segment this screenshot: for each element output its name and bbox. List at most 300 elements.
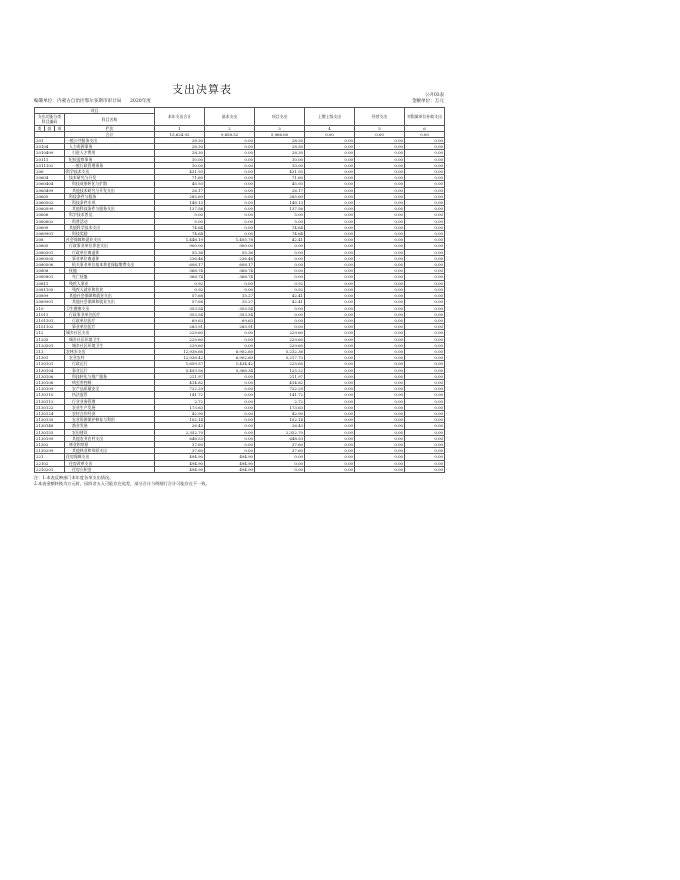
row-business: 0.00 — [355, 218, 405, 224]
row-project: 0.00 — [255, 243, 305, 249]
row-total: 45.93 — [155, 181, 205, 187]
row-sub-subsidy: 0.00 — [405, 324, 445, 330]
row-name: 科技条件专项 — [65, 200, 155, 206]
row-project: 0.00 — [255, 255, 305, 261]
row-name: 卫生健康支出 — [65, 305, 155, 311]
row-code: 2060602 — [35, 218, 65, 224]
sum-label: 合计 — [65, 131, 155, 137]
row-basic: 55.36 — [205, 249, 255, 255]
header-project: 项目 — [35, 108, 155, 114]
row-code: 2130109 — [35, 386, 65, 392]
row-business: 0.00 — [355, 249, 405, 255]
row-total: 12,938.66 — [155, 348, 205, 354]
row-name: 其他农业农村支出 — [65, 435, 155, 441]
row-project: 45.93 — [255, 181, 305, 187]
row-total: 55.36 — [155, 249, 205, 255]
header-sub-subsidy: 对附属单位补助支出 — [405, 108, 445, 126]
row-sub-subsidy: 0.00 — [405, 293, 445, 299]
row-total: 10.00 — [155, 156, 205, 162]
row-name: 农业资源保护修复与利用 — [65, 417, 155, 423]
row-name: 农产品质量安全 — [65, 386, 155, 392]
row-code: 20104 — [35, 144, 65, 150]
row-project: 0.00 — [255, 311, 305, 317]
row-project: 0.00 — [255, 324, 305, 330]
row-basic: 0.00 — [205, 423, 255, 429]
row-business: 0.00 — [355, 200, 405, 206]
row-business: 0.00 — [355, 448, 405, 454]
row-basic: 368.74 — [205, 274, 255, 280]
row-basic: 1,434.42 — [205, 361, 255, 367]
fiscal-year: 2020年度 — [130, 99, 151, 104]
row-name: 住房公积金 — [65, 466, 155, 472]
row-code: 2060499 — [35, 187, 65, 193]
row-code: 2130110 — [35, 392, 65, 398]
row-basic: 0.00 — [205, 429, 255, 435]
row-business: 0.00 — [355, 441, 405, 447]
row-name: 其他林业和草原支出 — [65, 448, 155, 454]
row-code: 20899 — [35, 293, 65, 299]
row-business: 0.00 — [355, 175, 405, 181]
row-business: 0.00 — [355, 423, 405, 429]
row-up-subsidy: 0.00 — [305, 175, 355, 181]
row-basic: 0.00 — [205, 392, 255, 398]
row-project: 125.22 — [255, 367, 305, 373]
row-basic: 0.00 — [205, 286, 255, 292]
row-sub-subsidy: 0.00 — [405, 336, 445, 342]
row-code: 2130122 — [35, 404, 65, 410]
row-up-subsidy: 0.00 — [305, 144, 355, 150]
row-up-subsidy: 0.00 — [305, 317, 355, 323]
row-business: 0.00 — [355, 454, 405, 460]
row-business: 0.00 — [355, 262, 405, 268]
row-business: 0.00 — [355, 150, 405, 156]
row-total: 0.92 — [155, 286, 205, 292]
row-code: 2101102 — [35, 324, 65, 330]
row-basic: 0.00 — [205, 200, 255, 206]
row-basic: 15.27 — [205, 299, 255, 305]
row-name: 行政运行 — [65, 361, 155, 367]
row-basic: 0.00 — [205, 224, 255, 230]
row-up-subsidy: 0.00 — [305, 286, 355, 292]
row-business: 0.00 — [355, 367, 405, 373]
row-business: 0.00 — [355, 299, 405, 305]
row-basic: 0.00 — [205, 162, 255, 168]
row-total: 57.68 — [155, 293, 205, 299]
row-total: 1,448.19 — [155, 237, 205, 243]
row-total: 368.74 — [155, 268, 205, 274]
row-code: 2130148 — [35, 423, 65, 429]
row-up-subsidy: 0.00 — [305, 373, 355, 379]
row-sub-subsidy: 0.00 — [405, 429, 445, 435]
row-business: 0.00 — [355, 373, 405, 379]
row-project: 285.69 — [255, 193, 305, 199]
row-project: 0.92 — [255, 280, 305, 286]
row-up-subsidy: 0.00 — [305, 441, 355, 447]
row-project: 5.00 — [255, 218, 305, 224]
row-basic: 0.00 — [205, 448, 255, 454]
row-up-subsidy: 0.00 — [305, 262, 355, 268]
row-up-subsidy: 0.00 — [305, 231, 355, 237]
row-basic: 0.00 — [205, 193, 255, 199]
header-row-group — [35, 108, 445, 114]
row-basic: 368.74 — [205, 268, 255, 274]
row-project: 42.41 — [255, 237, 305, 243]
row-project: 0.00 — [255, 305, 305, 311]
row-total: 431.93 — [155, 169, 205, 175]
row-total: 236.46 — [155, 255, 205, 261]
row-up-subsidy: 0.00 — [305, 268, 355, 274]
row-sub-subsidy: 0.00 — [405, 187, 445, 193]
row-sub-subsidy: 0.00 — [405, 268, 445, 274]
row-sub-subsidy: 0.00 — [405, 379, 445, 385]
row-business: 0.00 — [355, 417, 405, 423]
row-up-subsidy: 0.00 — [305, 423, 355, 429]
row-code: 2130135 — [35, 417, 65, 423]
row-up-subsidy: 0.00 — [305, 311, 355, 317]
row-sub-subsidy: 0.00 — [405, 348, 445, 354]
row-project: 37.60 — [255, 448, 305, 454]
row-project: 0.00 — [255, 317, 305, 323]
row-code: 2060404 — [35, 181, 65, 187]
row-up-subsidy: 0.00 — [305, 237, 355, 243]
row-project: 42.41 — [255, 299, 305, 305]
row-code: 210 — [35, 305, 65, 311]
row-project: 10.00 — [255, 162, 305, 168]
row-name: 行政事业单位医疗 — [65, 311, 155, 317]
row-total: 229.60 — [155, 336, 205, 342]
ord-3: 3 — [255, 125, 305, 131]
row-basic: 353.54 — [205, 305, 255, 311]
row-project: 74.64 — [255, 224, 305, 230]
row-name: 行业业务管理 — [65, 398, 155, 404]
row-project: 229.60 — [255, 330, 305, 336]
row-project: 71.60 — [255, 175, 305, 181]
row-up-subsidy: 0.00 — [305, 162, 355, 168]
row-basic: 283.91 — [205, 324, 255, 330]
row-name: 死亡抚恤 — [65, 274, 155, 280]
row-total: 28.30 — [155, 144, 205, 150]
row-up-subsidy: 0.00 — [305, 156, 355, 162]
row-sub-subsidy: 0.00 — [405, 305, 445, 311]
row-basic: 0.00 — [205, 441, 255, 447]
row-basic: 0.00 — [205, 398, 255, 404]
header-name: 科目名称 — [65, 114, 155, 125]
row-basic: 0.00 — [205, 187, 255, 193]
row-project: 28.30 — [255, 138, 305, 144]
row-project: 74.64 — [255, 231, 305, 237]
row-business: 0.00 — [355, 429, 405, 435]
row-total: 2.72 — [155, 398, 205, 404]
row-name: 行政单位离退休 — [65, 249, 155, 255]
row-code: 2069901 — [35, 231, 65, 237]
row-name: 科技成果转化与扩散 — [65, 181, 155, 187]
row-sub-subsidy: 0.00 — [405, 193, 445, 199]
row-project: 5.00 — [255, 212, 305, 218]
row-total: 353.54 — [155, 305, 205, 311]
header-ord-label: 栏次 — [65, 125, 155, 131]
row-sub-subsidy: 0.00 — [405, 243, 445, 249]
row-basic: 6,902.60 — [205, 348, 255, 354]
row-code: 21011 — [35, 311, 65, 317]
row-basic: 494.90 — [205, 460, 255, 466]
row-sub-subsidy: 0.00 — [405, 460, 445, 466]
row-total: 71.60 — [155, 175, 205, 181]
row-business: 0.00 — [355, 324, 405, 330]
row-code: 2130199 — [35, 435, 65, 441]
row-up-subsidy: 0.00 — [305, 361, 355, 367]
header-total: 本年支出合计 — [155, 108, 205, 126]
row-basic: 0.00 — [205, 336, 255, 342]
row-name: 事业单位离退休 — [65, 255, 155, 261]
row-name: 城乡社区支出 — [65, 330, 155, 336]
row-up-subsidy: 0.00 — [305, 274, 355, 280]
row-up-subsidy: 0.00 — [305, 429, 355, 435]
sum-project: 5,966.60 — [255, 131, 305, 137]
table-body — [35, 138, 445, 473]
row-project: 2.72 — [255, 398, 305, 404]
row-code: 2130106 — [35, 373, 65, 379]
row-sub-subsidy: 0.00 — [405, 311, 445, 317]
sum-business: 0.00 — [355, 131, 405, 137]
row-code: 212 — [35, 330, 65, 336]
header-lei: 款 — [45, 125, 55, 131]
row-name: 纪检监察事务 — [65, 156, 155, 162]
row-name: 残疾人事业 — [65, 280, 155, 286]
row-total: 229.60 — [155, 342, 205, 348]
row-code: 21302 — [35, 441, 65, 447]
page-title: 支出决算表 — [172, 83, 232, 96]
row-up-subsidy: 0.00 — [305, 448, 355, 454]
row-total: 102.14 — [155, 417, 205, 423]
row-business: 0.00 — [355, 162, 405, 168]
row-sub-subsidy: 0.00 — [405, 367, 445, 373]
row-project: 5,232.36 — [255, 348, 305, 354]
header-code: 支出功能分类科目编码 — [35, 114, 65, 125]
row-sub-subsidy: 0.00 — [405, 466, 445, 472]
row-code: 2080506 — [35, 262, 65, 268]
row-code: 2130153 — [35, 429, 65, 435]
row-business: 0.00 — [355, 243, 405, 249]
row-business: 0.00 — [355, 193, 405, 199]
row-project: 0.92 — [255, 286, 305, 292]
row-basic: 494.90 — [205, 466, 255, 472]
row-name: 病虫害控制 — [65, 379, 155, 385]
row-business: 0.00 — [355, 255, 405, 261]
row-up-subsidy: 0.00 — [305, 417, 355, 423]
header-basic: 基本支出 — [205, 108, 255, 126]
row-up-subsidy: 0.00 — [305, 324, 355, 330]
row-sub-subsidy: 0.00 — [405, 417, 445, 423]
row-business: 0.00 — [355, 169, 405, 175]
row-business: 0.00 — [355, 361, 405, 367]
row-business: 0.00 — [355, 181, 405, 187]
row-sub-subsidy: 0.00 — [405, 330, 445, 336]
row-total: 648.53 — [155, 435, 205, 441]
row-business: 0.00 — [355, 379, 405, 385]
row-basic: 0.00 — [205, 280, 255, 286]
row-code: 2130104 — [35, 367, 65, 373]
row-name: 一般行政管理事务 — [65, 162, 155, 168]
row-project: 141.72 — [255, 392, 305, 398]
row-up-subsidy: 0.00 — [305, 466, 355, 472]
row-up-subsidy: 0.00 — [305, 392, 355, 398]
row-project: 648.53 — [255, 435, 305, 441]
row-total: 37.60 — [155, 441, 205, 447]
row-up-subsidy: 0.00 — [305, 243, 355, 249]
row-code: 20605 — [35, 193, 65, 199]
row-total: 74.64 — [155, 231, 205, 237]
row-total: 12,938.42 — [155, 355, 205, 361]
row-business: 0.00 — [355, 237, 405, 243]
row-sub-subsidy: 0.00 — [405, 342, 445, 348]
row-basic: 69.63 — [205, 317, 255, 323]
row-code: 2060599 — [35, 206, 65, 212]
row-name: 其他科学技术支出 — [65, 224, 155, 230]
row-business: 0.00 — [355, 187, 405, 193]
row-sub-subsidy: 0.00 — [405, 448, 445, 454]
row-up-subsidy: 0.00 — [305, 460, 355, 466]
row-up-subsidy: 0.00 — [305, 410, 355, 416]
row-project: 2,352.70 — [255, 429, 305, 435]
row-total: 141.72 — [155, 392, 205, 398]
compiler-unit: 编制单位：内蒙古自治区鄂尔多斯市审计局 — [34, 99, 122, 104]
row-sub-subsidy: 0.00 — [405, 144, 445, 150]
row-code: 22102 — [35, 460, 65, 466]
row-total: 37.60 — [155, 448, 205, 454]
row-sub-subsidy: 0.00 — [405, 237, 445, 243]
row-total: 0.92 — [155, 280, 205, 286]
row-business: 0.00 — [355, 212, 405, 218]
row-business: 0.00 — [355, 466, 405, 472]
expenditure-table — [34, 107, 445, 473]
row-total: 5.00 — [155, 212, 205, 218]
row-code: 2210201 — [35, 466, 65, 472]
row-sub-subsidy: 0.00 — [405, 224, 445, 230]
row-sub-subsidy: 0.00 — [405, 404, 445, 410]
row-up-subsidy: 0.00 — [305, 435, 355, 441]
row-up-subsidy: 0.00 — [305, 336, 355, 342]
row-up-subsidy: 0.00 — [305, 404, 355, 410]
row-up-subsidy: 0.00 — [305, 206, 355, 212]
row-sub-subsidy: 0.00 — [405, 299, 445, 305]
row-sub-subsidy: 0.00 — [405, 206, 445, 212]
row-name: 引进人才费用 — [65, 150, 155, 156]
row-name: 行政事业单位养老支出 — [65, 243, 155, 249]
row-name: 城乡社区环境卫生 — [65, 342, 155, 348]
ord-2: 2 — [205, 125, 255, 131]
row-project: 0.00 — [255, 460, 305, 466]
row-code: 2130299 — [35, 448, 65, 454]
row-business: 0.00 — [355, 206, 405, 212]
row-basic: 0.00 — [205, 218, 255, 224]
row-project: 229.60 — [255, 336, 305, 342]
row-total: 494.90 — [155, 460, 205, 466]
meta-row — [34, 98, 444, 105]
row-basic: 0.00 — [205, 150, 255, 156]
row-total: 494.90 — [155, 454, 205, 460]
row-basic: 1,405.78 — [205, 237, 255, 243]
row-total: 28.30 — [155, 138, 205, 144]
header-xiang: 项 — [55, 125, 65, 131]
row-code: 206 — [35, 169, 65, 175]
row-name: 农业农村 — [65, 355, 155, 361]
row-name: 住房保障支出 — [65, 454, 155, 460]
sum-up-subsidy: 0.00 — [305, 131, 355, 137]
row-sub-subsidy: 0.00 — [405, 423, 445, 429]
row-sub-subsidy: 0.00 — [405, 200, 445, 206]
row-business: 0.00 — [355, 293, 405, 299]
row-sub-subsidy: 0.00 — [405, 262, 445, 268]
row-sub-subsidy: 0.00 — [405, 355, 445, 361]
row-business: 0.00 — [355, 286, 405, 292]
row-total: 211.97 — [155, 373, 205, 379]
row-project: 5,217.73 — [255, 355, 305, 361]
row-total: 42.90 — [155, 410, 205, 416]
row-code: 2080505 — [35, 255, 65, 261]
row-up-subsidy: 0.00 — [305, 386, 355, 392]
row-code: 2130112 — [35, 398, 65, 404]
row-code: 20604 — [35, 175, 65, 181]
row-name: 农林水支出 — [65, 348, 155, 354]
money-unit: 金额单位：万元 — [411, 99, 444, 104]
row-code: 2130101 — [35, 361, 65, 367]
row-sub-subsidy: 0.00 — [405, 410, 445, 416]
row-up-subsidy: 0.00 — [305, 218, 355, 224]
row-code: 2010499 — [35, 150, 65, 156]
row-total: 26.43 — [155, 423, 205, 429]
row-business: 0.00 — [355, 435, 405, 441]
row-business: 0.00 — [355, 404, 405, 410]
row-code: 201 — [35, 138, 65, 144]
row-code: 2101101 — [35, 317, 65, 323]
row-name: 住房改革支出 — [65, 460, 155, 466]
row-basic: 353.54 — [205, 311, 255, 317]
row-total: 283.91 — [155, 324, 205, 330]
row-code: 2089901 — [35, 299, 65, 305]
row-sub-subsidy: 0.00 — [405, 398, 445, 404]
row-project: 0.00 — [255, 454, 305, 460]
row-name: 科技条件与服务 — [65, 193, 155, 199]
row-project: 42.41 — [255, 293, 305, 299]
row-code: 20805 — [35, 243, 65, 249]
row-basic: 0.00 — [205, 156, 255, 162]
row-code: 2120501 — [35, 342, 65, 348]
row-total: 173.63 — [155, 404, 205, 410]
row-up-subsidy: 0.00 — [305, 280, 355, 286]
row-code: 208 — [35, 237, 65, 243]
row-code: 221 — [35, 454, 65, 460]
row-business: 0.00 — [355, 224, 405, 230]
row-sub-subsidy: 0.00 — [405, 175, 445, 181]
row-sub-subsidy: 0.00 — [405, 392, 445, 398]
row-business: 0.00 — [355, 231, 405, 237]
note-2: 2.本表金额转换为万元时，因四舍五入可能存在尾差，部分合计与明细行合计可能存在不一致。 — [34, 481, 210, 486]
row-basic: 0.00 — [205, 175, 255, 181]
row-basic: 0.00 — [205, 138, 255, 144]
row-project: 225.65 — [255, 361, 305, 367]
row-basic: 0.00 — [205, 181, 255, 187]
ord-1: 1 — [155, 125, 205, 131]
row-code: 2060502 — [35, 200, 65, 206]
row-name: 人力资源事务 — [65, 144, 155, 150]
row-name: 农村合作经济 — [65, 410, 155, 416]
row-project: 0.00 — [255, 274, 305, 280]
row-name: 技术研究与开发 — [65, 175, 155, 181]
row-up-subsidy: 0.00 — [305, 299, 355, 305]
row-business: 0.00 — [355, 410, 405, 416]
row-sub-subsidy: 0.00 — [405, 274, 445, 280]
row-up-subsidy: 0.00 — [305, 379, 355, 385]
